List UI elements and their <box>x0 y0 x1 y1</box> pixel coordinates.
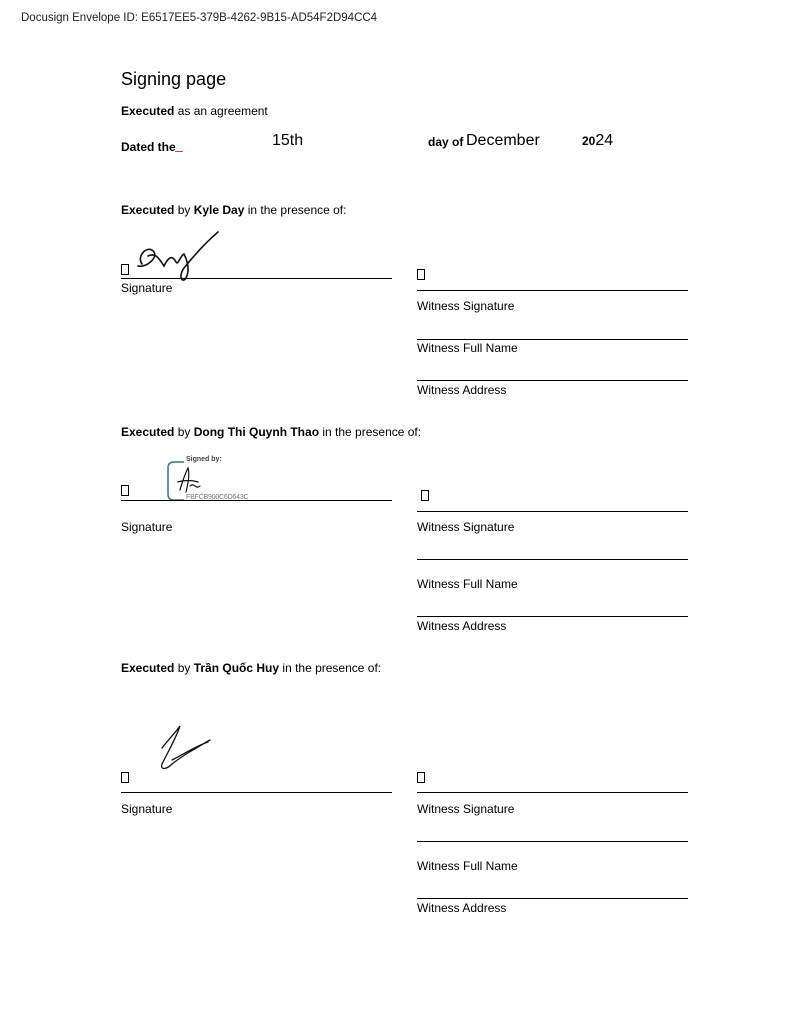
witness-signature-line[interactable] <box>417 792 688 793</box>
witness-signature-label: Witness Signature <box>417 299 515 313</box>
signature-anchor-box <box>121 485 129 496</box>
signer-name: Trần Quốc Huy <box>193 661 280 675</box>
witness-full-name-label: Witness Full Name <box>417 859 518 873</box>
executed-by-signer-1 <box>121 203 346 217</box>
year-prefix: 20 <box>582 134 596 148</box>
signature-line <box>121 278 392 279</box>
witness-signature-line[interactable] <box>417 290 688 291</box>
executed-word: Executed <box>121 203 175 217</box>
executed-word: Executed <box>121 661 175 675</box>
witness-address-label: Witness Address <box>417 383 507 397</box>
witness-full-name-line[interactable] <box>417 559 688 560</box>
presence-text: in the presence of: <box>244 203 347 217</box>
page-title: Signing page <box>121 69 227 89</box>
witness-signature-anchor-box <box>417 269 425 280</box>
witness-signature-anchor-box <box>417 772 425 783</box>
year-suffix[interactable]: 24 <box>595 132 614 149</box>
executed-as-agreement <box>121 104 268 118</box>
witness-address-label: Witness Address <box>417 901 507 915</box>
signature-label: Signature <box>121 520 173 534</box>
signature-label: Signature <box>121 281 173 295</box>
executed-by-signer-3 <box>121 661 381 675</box>
witness-address-line[interactable] <box>417 616 688 617</box>
witness-signature-label: Witness Signature <box>417 802 515 816</box>
signature-anchor-box <box>121 772 129 783</box>
day-of-label: day of <box>428 135 464 149</box>
signature-label: Signature <box>121 802 173 816</box>
envelope-id: Docusign Envelope ID: E6517EE5-379B-4262-9B15-AD54F2D94CC4 <box>21 12 378 24</box>
executed-word: Executed <box>121 104 175 118</box>
dated-marker <box>175 151 183 152</box>
dated-day-value[interactable]: 15th <box>272 132 304 149</box>
presence-text: in the presence of: <box>319 425 422 439</box>
witness-address-label: Witness Address <box>417 619 507 633</box>
tran-quoc-huy-signature <box>152 720 218 782</box>
signature-line <box>121 792 392 793</box>
docusign-signed-by: Signed by: <box>186 456 222 463</box>
signer-name: Kyle Day <box>193 203 245 217</box>
witness-address-line[interactable] <box>417 380 688 381</box>
executed-by-signer-2 <box>121 425 421 439</box>
witness-full-name-line[interactable] <box>417 841 688 842</box>
witness-full-name-label: Witness Full Name <box>417 341 518 355</box>
kyle-day-signature <box>128 226 228 286</box>
agreement-text: as an agreement <box>174 104 268 118</box>
witness-signature-label: Witness Signature <box>417 520 515 534</box>
docusign-id: FBFCB900C6D643C <box>186 494 249 501</box>
witness-signature-line[interactable] <box>417 511 688 512</box>
dated-month-value[interactable]: December <box>466 132 540 149</box>
witness-full-name-line[interactable] <box>417 339 688 340</box>
by-text: by <box>174 203 194 217</box>
by-text: by <box>174 425 194 439</box>
witness-full-name-label: Witness Full Name <box>417 577 518 591</box>
presence-text: in the presence of: <box>279 661 382 675</box>
witness-address-line[interactable] <box>417 898 688 899</box>
dated-label: Dated the <box>121 140 176 154</box>
signer-name: Dong Thi Quynh Thao <box>193 425 320 439</box>
executed-word: Executed <box>121 425 175 439</box>
witness-signature-anchor-box <box>421 490 429 501</box>
dated-year <box>582 132 613 150</box>
signature-line <box>121 500 392 501</box>
by-text: by <box>174 661 194 675</box>
